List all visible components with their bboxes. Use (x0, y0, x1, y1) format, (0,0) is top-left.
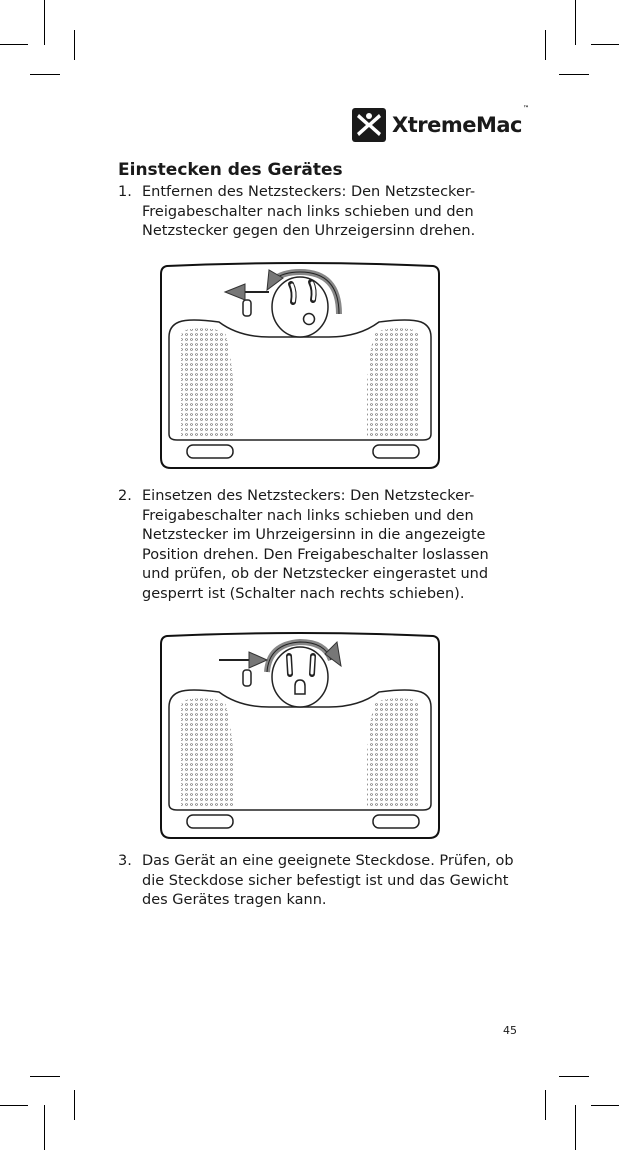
crop-mark (591, 44, 619, 45)
crop-mark (44, 0, 45, 45)
step-text: Das Gerät an eine geeignete Steckdose. Prüfen, ob die Steckdose sicher befestigt ist und das Gewicht des Gerätes tragen kann. (142, 853, 514, 908)
step-2 (118, 487, 518, 604)
step-text: Einsetzen des Netzsteckers: Den Netzstecker-Freigabeschalter nach links schieben und den Netzstecker im Uhrzeigersinn in die angezeigte Position drehen. Den Freigabeschalter loslassen und prüfen, ob der Netzstecker eingerastet und gesperrt ist (Schalter nach rechts schieben). (142, 488, 489, 602)
step-number: 2. (118, 488, 132, 504)
page-number: 45 (503, 1024, 517, 1037)
crop-mark (74, 30, 75, 60)
brand-logo-icon (352, 108, 386, 142)
device-illustration-insert (159, 632, 441, 846)
step-text: Entfernen des Netzsteckers: Den Netzstecker-Freigabeschalter nach links schieben und den Netzstecker gegen den Uhrzeigersinn drehen. (142, 184, 476, 239)
section-heading: Einstecken des Gerätes (118, 160, 343, 180)
crop-mark (575, 1105, 576, 1150)
crop-mark (74, 1090, 75, 1120)
step-1 (118, 183, 518, 242)
step-number: 3. (118, 853, 132, 869)
crop-mark (559, 74, 589, 75)
crop-mark (30, 1076, 60, 1077)
crop-mark (0, 1105, 28, 1106)
crop-mark (0, 44, 28, 45)
crop-mark (44, 1105, 45, 1150)
crop-mark (591, 1105, 619, 1106)
crop-mark (545, 1090, 546, 1120)
step-number: 1. (118, 184, 132, 200)
device-illustration-remove (159, 262, 441, 476)
step-3 (118, 852, 518, 911)
brand-name: XtremeMac™ (392, 105, 529, 137)
brand-logo (352, 107, 528, 143)
crop-mark (559, 1076, 589, 1077)
crop-mark (575, 0, 576, 45)
crop-mark (545, 30, 546, 60)
crop-mark (30, 74, 60, 75)
